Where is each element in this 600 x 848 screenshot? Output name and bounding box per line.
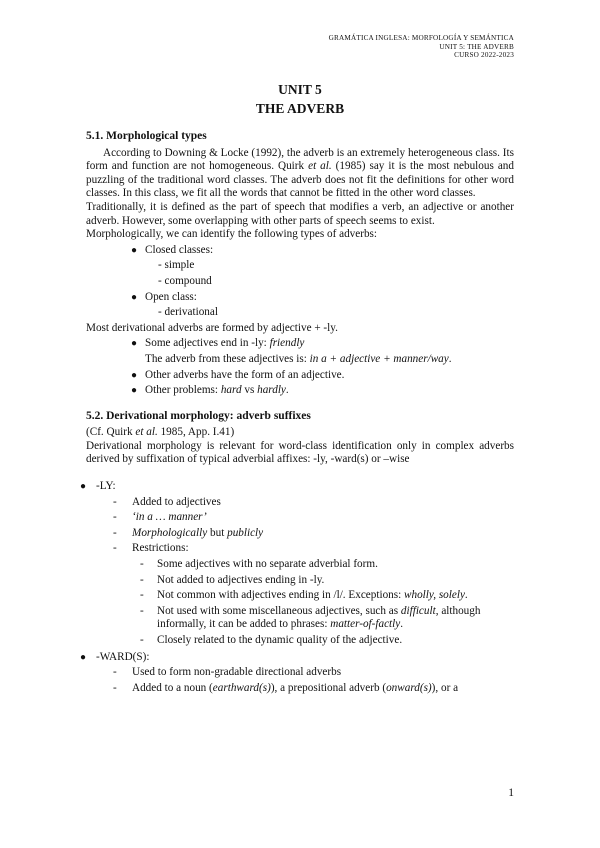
unit-title xyxy=(0,80,600,118)
text-italic: Morphologically xyxy=(132,526,208,539)
text: . xyxy=(285,384,289,397)
text: Other adverbs have the form of an adjective. xyxy=(145,368,345,381)
bullet-icon: ● xyxy=(80,651,87,663)
section-heading-5-2: 5.2. Derivational morphology: adverb suffixes xyxy=(86,409,311,422)
dash-marker: - xyxy=(140,558,144,571)
restriction-item xyxy=(80,634,508,648)
page-number: 1 xyxy=(508,787,514,799)
section-heading-5-1: 5.1. Morphological types xyxy=(86,130,207,142)
sub-list-item: - compound xyxy=(158,274,212,287)
paragraph: Traditionally, it is defined as the part of speech that modifies a verb, an adjective or another adverb. However, some overlapping with other parts of speech seems to exist. xyxy=(86,200,514,227)
text: . xyxy=(400,618,404,631)
restriction-item xyxy=(80,589,508,603)
text-italic: publicly xyxy=(227,526,264,539)
unit-number: UNIT 5 xyxy=(278,82,322,97)
text: , although informally, it can be added to phrases: xyxy=(157,604,481,631)
sub-list-item: - simple xyxy=(158,259,195,272)
list-item-label: Open class: xyxy=(145,290,197,303)
restriction-item xyxy=(80,605,508,632)
dash-marker: - xyxy=(140,604,144,617)
dash-marker: - xyxy=(113,511,117,524)
text-italic: et al. xyxy=(308,160,332,173)
text: 1985, App. I.41) xyxy=(157,426,235,439)
list-item-label: Closed classes: xyxy=(145,243,214,256)
text: Some adjectives with no separate adverbial form. xyxy=(157,558,378,571)
list-item-label: -WARD(S): xyxy=(96,650,150,663)
sub-list-item xyxy=(80,682,508,696)
text: Closely related to the dynamic quality of the adjective. xyxy=(157,634,403,646)
header-unit: UNIT 5: THE ADVERB xyxy=(439,42,514,51)
text: Some adjectives end in -ly: xyxy=(145,337,270,350)
text-italic: wholly, solely xyxy=(404,589,465,602)
bullet-icon: ● xyxy=(131,385,138,397)
bullet-icon: ● xyxy=(131,369,138,381)
header-year: CURSO 2022-2023 xyxy=(454,51,514,60)
text-italic: matter-of-factly xyxy=(330,618,401,631)
text-italic: earthward(s) xyxy=(212,681,271,694)
sub-list-item xyxy=(80,542,508,556)
sub-list-item xyxy=(80,496,508,510)
text-italic: in a + adjective + manner/way xyxy=(309,352,449,365)
dash-marker: - xyxy=(140,573,144,586)
document-body xyxy=(80,130,514,697)
paragraph: Most derivational adverbs are formed by adjective + -ly. xyxy=(86,321,338,334)
list-item-label: -LY: xyxy=(96,480,116,493)
text: (Cf. Quirk xyxy=(86,426,136,439)
list-item xyxy=(86,337,514,351)
list-item xyxy=(86,369,514,383)
dash-marker: - xyxy=(113,542,117,555)
text: ), or a xyxy=(431,681,459,694)
sub-list-item xyxy=(80,527,508,541)
bullet-icon: ● xyxy=(131,338,138,350)
text: Used to form non-gradable directional adverbs xyxy=(132,666,342,679)
paragraph: Derivational morphology is relevant for word-class identification only in complex adverbs derived by suffixation of typical adverbial affixes: -ly, -ward(s) or –wise xyxy=(86,439,514,466)
text-italic: hardly xyxy=(257,384,286,397)
paragraph: Morphologically, we can identify the following types of adverbs: xyxy=(86,228,378,241)
sub-list-item xyxy=(80,511,508,525)
text-italic: friendly xyxy=(269,337,305,350)
text: According to Downing & Locke (1992), the adverb is an extremely heterogeneous class. Its form and function are not homogeneous. Quirk xyxy=(86,146,514,173)
text: The adverb from these adjectives is: xyxy=(145,352,310,365)
bullet-icon: ● xyxy=(131,244,138,256)
text-italic: onward(s) xyxy=(386,681,432,694)
list-item xyxy=(86,291,514,305)
text: Restrictions: xyxy=(132,542,189,555)
list-item xyxy=(86,244,514,258)
text-italic: ‘in a … manner’ xyxy=(132,511,207,524)
bullet-icon: ● xyxy=(80,481,87,493)
text: Other problems: xyxy=(145,384,221,397)
sub-list-item xyxy=(80,666,508,680)
text: ), a prepositional adverb ( xyxy=(270,681,387,694)
dash-marker: - xyxy=(113,495,117,508)
text: but xyxy=(207,526,228,539)
text-italic: difficult xyxy=(400,604,436,617)
text-italic: et al. xyxy=(135,426,158,439)
paragraph xyxy=(86,147,514,201)
text-italic: hard xyxy=(220,384,242,397)
list-item-ward xyxy=(80,651,508,665)
text: Not common with adjectives ending in /l/. Exceptions: xyxy=(157,589,405,602)
text: Added to a noun ( xyxy=(132,681,213,694)
citation xyxy=(86,426,514,440)
dash-marker: - xyxy=(140,589,144,602)
text: . xyxy=(448,352,452,365)
text: vs xyxy=(241,384,258,397)
text: . xyxy=(464,589,468,602)
bullet-icon: ● xyxy=(131,291,138,303)
dash-marker: - xyxy=(113,526,117,539)
sub-list-item: - derivational xyxy=(158,306,218,319)
list-item-ly xyxy=(80,480,508,494)
dash-marker: - xyxy=(113,666,117,679)
text: Not added to adjectives ending in -ly. xyxy=(157,573,325,586)
dash-marker: - xyxy=(113,681,117,694)
running-header xyxy=(214,34,514,60)
text: Not used with some miscellaneous adjectives, such as xyxy=(157,604,401,617)
text: (1985) say it is the most nebulous and puzzling of the traditional word classes. The adverb does not fit the definitions for other word classes. In this class, we fit all the words that cannot be fitted in the other word classes. xyxy=(86,160,514,200)
list-item xyxy=(86,384,514,398)
header-course: GRAMÁTICA INGLESA: MORFOLOGÍA Y SEMÁNTICA xyxy=(328,34,514,42)
list-item-note xyxy=(86,353,514,367)
restriction-item xyxy=(80,558,508,572)
dash-marker: - xyxy=(140,634,144,646)
text: Added to adjectives xyxy=(132,495,221,508)
unit-name: THE ADVERB xyxy=(255,101,345,116)
restriction-item xyxy=(80,574,508,588)
